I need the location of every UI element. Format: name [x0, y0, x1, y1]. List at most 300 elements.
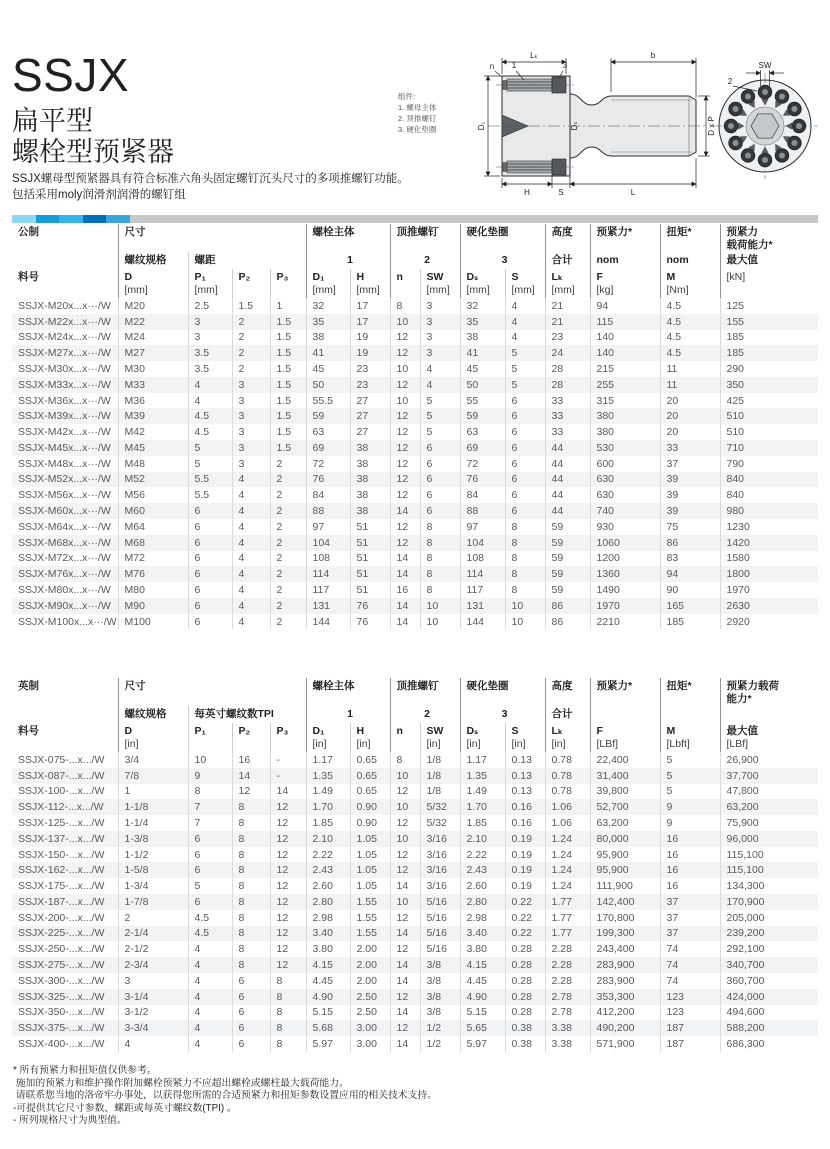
- column-header: 顶推螺钉: [390, 224, 460, 252]
- table-row: [12, 831, 818, 847]
- value-cell: 710: [720, 440, 818, 456]
- value-cell: 1.49: [306, 784, 350, 800]
- value-cell: 2.50: [350, 1005, 390, 1021]
- table-row: [12, 784, 818, 800]
- column-header: 合计: [545, 252, 590, 269]
- part-number-cell: SSJX-125-...x.../W: [18, 817, 105, 830]
- value-cell: 86: [545, 614, 590, 630]
- value-cell: 14: [390, 614, 420, 630]
- column-header: D₁ [in]: [306, 723, 350, 752]
- value-cell: M80: [118, 582, 188, 598]
- part-number-cell: SSJX-300-...x.../W: [18, 974, 105, 987]
- metric-table: [12, 224, 818, 629]
- value-cell: M27: [118, 345, 188, 361]
- value-cell: 8: [390, 752, 420, 768]
- value-cell: 39: [660, 503, 720, 519]
- value-cell: 1.5: [270, 345, 306, 361]
- value-cell: 3/16: [420, 878, 460, 894]
- value-cell: 33: [660, 440, 720, 456]
- value-cell: M39: [118, 408, 188, 424]
- header-row: [12, 224, 818, 252]
- value-cell: 3: [420, 345, 460, 361]
- value-cell: 686,300: [720, 1036, 818, 1052]
- jack-screw-socket: [791, 106, 797, 112]
- dim-label-d1: D₁: [477, 121, 486, 131]
- value-cell: 5/16: [420, 894, 460, 910]
- value-cell: 59: [306, 408, 350, 424]
- value-cell: 1-1/8: [118, 799, 188, 815]
- value-cell: 12: [390, 941, 420, 957]
- value-cell: 12: [390, 440, 420, 456]
- value-cell: 1.06: [545, 815, 590, 831]
- value-cell: 3/16: [420, 862, 460, 878]
- value-cell: -: [270, 768, 306, 784]
- value-cell: 59: [460, 408, 505, 424]
- value-cell: 2: [270, 566, 306, 582]
- value-cell: 114: [460, 566, 505, 582]
- column-header: 扭矩*: [660, 678, 720, 706]
- value-cell: 3: [232, 424, 270, 440]
- value-cell: 2: [270, 614, 306, 630]
- value-cell: 1/2: [420, 1020, 460, 1036]
- value-cell: 4: [232, 503, 270, 519]
- value-cell: 8: [420, 582, 460, 598]
- value-cell: 8: [505, 519, 545, 535]
- value-cell: 4.5: [188, 408, 232, 424]
- column-header: P₃: [270, 269, 306, 298]
- value-cell: 90: [660, 582, 720, 598]
- value-cell: 2.43: [460, 862, 505, 878]
- brand-bar-segment: [12, 215, 36, 223]
- part-number-cell: SSJX-M39x...x···/W: [18, 410, 111, 423]
- value-cell: 3.00: [350, 1036, 390, 1052]
- value-cell: 6: [420, 472, 460, 488]
- table-row: [12, 298, 818, 314]
- value-cell: 8: [270, 1036, 306, 1052]
- header-row: [12, 706, 818, 723]
- value-cell: 12: [390, 815, 420, 831]
- value-cell: 5: [420, 408, 460, 424]
- value-cell: 12: [390, 519, 420, 535]
- table-row: [12, 487, 818, 503]
- value-cell: 170,900: [720, 894, 818, 910]
- jack-screw-socket: [728, 123, 734, 129]
- value-cell: 8: [232, 957, 270, 973]
- value-cell: 494,600: [720, 1005, 818, 1021]
- value-cell: 2.00: [350, 941, 390, 957]
- value-cell: 86: [660, 535, 720, 551]
- table-row: [12, 768, 818, 784]
- part-number-cell: SSJX-162-...x.../W: [18, 864, 105, 877]
- value-cell: 290: [720, 361, 818, 377]
- value-cell: 3/16: [420, 847, 460, 863]
- value-cell: 84: [306, 487, 350, 503]
- value-cell: M22: [118, 314, 188, 330]
- value-cell: 19: [350, 345, 390, 361]
- value-cell: 12: [390, 862, 420, 878]
- value-cell: 50: [460, 377, 505, 393]
- value-cell: 5.65: [460, 1020, 505, 1036]
- value-cell: 33: [545, 424, 590, 440]
- jack-screw-socket: [779, 152, 785, 158]
- value-cell: 6: [188, 847, 232, 863]
- value-cell: 52,700: [590, 799, 660, 815]
- value-cell: M30: [118, 361, 188, 377]
- value-cell: 33: [545, 408, 590, 424]
- page-subtitle: [12, 106, 174, 168]
- value-cell: 44: [545, 503, 590, 519]
- value-cell: 45: [460, 361, 505, 377]
- value-cell: 51: [350, 566, 390, 582]
- value-cell: 97: [306, 519, 350, 535]
- column-header: 料号: [18, 725, 39, 737]
- value-cell: 2: [270, 472, 306, 488]
- value-cell: 6: [188, 535, 232, 551]
- value-cell: 44: [545, 487, 590, 503]
- value-cell: 38: [306, 330, 350, 346]
- value-cell: 155: [720, 314, 818, 330]
- value-cell: 6: [505, 440, 545, 456]
- value-cell: 12: [390, 345, 420, 361]
- column-header: S [in]: [505, 723, 545, 752]
- value-cell: 10: [420, 598, 460, 614]
- value-cell: 12: [270, 941, 306, 957]
- value-cell: 9: [660, 815, 720, 831]
- value-cell: 51: [350, 535, 390, 551]
- part-number-cell: SSJX-M68x...x···/W: [18, 536, 111, 549]
- column-header: 螺栓主体: [306, 678, 390, 706]
- value-cell: 75,900: [720, 815, 818, 831]
- value-cell: 131: [460, 598, 505, 614]
- value-cell: 6: [505, 503, 545, 519]
- value-cell: 4: [188, 1036, 232, 1052]
- part-number-cell: SSJX-M24x...x···/W: [18, 331, 111, 344]
- legend-item-2: 2. 顶推螺钉: [398, 114, 437, 123]
- part-number-cell: SSJX-400-...x.../W: [18, 1037, 105, 1050]
- part-number-cell: SSJX-375-...x.../W: [18, 1022, 105, 1035]
- subtitle-line-1: 扁平型: [12, 106, 93, 136]
- value-cell: 0.16: [505, 799, 545, 815]
- value-cell: 4: [188, 957, 232, 973]
- value-cell: 63,200: [590, 815, 660, 831]
- part-number-cell: SSJX-275-...x.../W: [18, 959, 105, 972]
- description-line-2: 包括采用moly润滑剂润滑的螺钉组: [12, 189, 186, 201]
- value-cell: 3/8: [420, 973, 460, 989]
- table-row: [12, 989, 818, 1005]
- value-cell: 4: [505, 298, 545, 314]
- value-cell: 10: [390, 799, 420, 815]
- value-cell: 12: [270, 878, 306, 894]
- table-row: [12, 582, 818, 598]
- table-row: [12, 815, 818, 831]
- part-number-cell: SSJX-M30x...x···/W: [18, 363, 111, 376]
- value-cell: 5: [505, 345, 545, 361]
- value-cell: 0.65: [350, 784, 390, 800]
- value-cell: 72: [306, 456, 350, 472]
- value-cell: 134,300: [720, 878, 818, 894]
- value-cell: M36: [118, 393, 188, 409]
- value-cell: 55: [460, 393, 505, 409]
- column-header: n: [390, 269, 420, 298]
- value-cell: 37: [660, 894, 720, 910]
- column-header: SW [mm]: [420, 269, 460, 298]
- table-row: [12, 1036, 818, 1052]
- table-row: [12, 799, 818, 815]
- value-cell: 1.05: [350, 847, 390, 863]
- value-cell: 243,400: [590, 941, 660, 957]
- value-cell: 5/32: [420, 799, 460, 815]
- value-cell: 170,800: [590, 910, 660, 926]
- value-cell: 115: [590, 314, 660, 330]
- value-cell: M100: [118, 614, 188, 630]
- value-cell: 14: [390, 878, 420, 894]
- value-cell: 80,000: [590, 831, 660, 847]
- value-cell: 2: [270, 551, 306, 567]
- value-cell: 5.15: [306, 1005, 350, 1021]
- column-header: D₁ [mm]: [306, 269, 350, 298]
- value-cell: 1.85: [460, 815, 505, 831]
- value-cell: 12: [270, 815, 306, 831]
- value-cell: 4.90: [460, 989, 505, 1005]
- value-cell: 1.5: [270, 314, 306, 330]
- value-cell: 123: [660, 989, 720, 1005]
- value-cell: 14: [390, 973, 420, 989]
- value-cell: 4: [188, 1005, 232, 1021]
- column-header: [720, 706, 818, 723]
- value-cell: 111,900: [590, 878, 660, 894]
- value-cell: 12: [390, 456, 420, 472]
- value-cell: 1-1/2: [118, 847, 188, 863]
- part-number-cell: SSJX-M48x...x···/W: [18, 457, 111, 470]
- value-cell: M45: [118, 440, 188, 456]
- value-cell: 16: [660, 847, 720, 863]
- value-cell: 4.45: [306, 973, 350, 989]
- value-cell: 5: [660, 784, 720, 800]
- value-cell: 12: [270, 926, 306, 942]
- column-header: Lₖ [in]: [545, 723, 590, 752]
- value-cell: 14: [390, 1036, 420, 1052]
- value-cell: 31,400: [590, 768, 660, 784]
- dim-label-dxp: D x P: [707, 116, 716, 136]
- value-cell: 20: [660, 408, 720, 424]
- value-cell: 28: [545, 361, 590, 377]
- value-cell: 4.5: [188, 424, 232, 440]
- value-cell: 84: [460, 487, 505, 503]
- value-cell: 115,100: [720, 847, 818, 863]
- value-cell: 59: [545, 566, 590, 582]
- column-header: [660, 706, 720, 723]
- value-cell: 63: [460, 424, 505, 440]
- value-cell: 187: [660, 1020, 720, 1036]
- value-cell: 630: [590, 487, 660, 503]
- value-cell: 315: [590, 393, 660, 409]
- column-header: 预紧力*: [590, 678, 660, 706]
- table-row: [12, 1020, 818, 1036]
- column-header: P₂: [232, 269, 270, 298]
- column-header: 尺寸: [118, 678, 306, 706]
- header-row: [12, 723, 818, 752]
- value-cell: 740: [590, 503, 660, 519]
- value-cell: 3-1/2: [118, 1005, 188, 1021]
- value-cell: 95,900: [590, 862, 660, 878]
- dim-label-h: H: [524, 188, 530, 197]
- column-header: 预紧力载荷 能力*: [720, 678, 818, 706]
- legend-title: 组件:: [398, 92, 416, 101]
- table-row: [12, 345, 818, 361]
- part-number-cell: SSJX-M64x...x···/W: [18, 520, 111, 533]
- part-number-cell: SSJX-137-...x.../W: [18, 832, 105, 845]
- value-cell: 1.24: [545, 878, 590, 894]
- part-number-cell: SSJX-M56x...x···/W: [18, 489, 111, 502]
- table-row: [12, 847, 818, 863]
- value-cell: 530: [590, 440, 660, 456]
- column-header: 扭矩*: [660, 224, 720, 252]
- page-title: SSJX: [12, 49, 130, 101]
- value-cell: 1.24: [545, 862, 590, 878]
- value-cell: 2.22: [460, 847, 505, 863]
- value-cell: 239,200: [720, 926, 818, 942]
- value-cell: 51: [350, 582, 390, 598]
- value-cell: 4: [188, 989, 232, 1005]
- column-header: 1: [306, 706, 390, 723]
- value-cell: 16: [660, 831, 720, 847]
- value-cell: 2.22: [306, 847, 350, 863]
- drawing-legend: [398, 91, 436, 135]
- value-cell: 12: [390, 847, 420, 863]
- value-cell: 37,700: [720, 768, 818, 784]
- value-cell: 38: [350, 472, 390, 488]
- table-row: [12, 878, 818, 894]
- part-number-cell: SSJX-M33x...x···/W: [18, 378, 111, 391]
- value-cell: 39,800: [590, 784, 660, 800]
- value-cell: 12: [390, 487, 420, 503]
- value-cell: 5: [505, 377, 545, 393]
- value-cell: 1.5: [270, 330, 306, 346]
- value-cell: 1.24: [545, 831, 590, 847]
- value-cell: 6: [188, 894, 232, 910]
- value-cell: 3/16: [420, 831, 460, 847]
- value-cell: 6: [232, 989, 270, 1005]
- value-cell: 0.22: [505, 894, 545, 910]
- column-header: nom: [590, 252, 660, 269]
- value-cell: 1.55: [350, 894, 390, 910]
- value-cell: 3.5: [188, 361, 232, 377]
- value-cell: 7: [188, 799, 232, 815]
- footnote-line-3: 请联系您当地的洛帝牢办事处，以获得您所需的合适预紧力和扭矩参数设置应用的相关技术支持。: [13, 1090, 437, 1102]
- value-cell: 2.80: [460, 894, 505, 910]
- value-cell: 115,100: [720, 862, 818, 878]
- value-cell: 2: [118, 910, 188, 926]
- value-cell: 6: [232, 1036, 270, 1052]
- table-row: [12, 614, 818, 630]
- jack-screw-socket: [796, 123, 802, 129]
- part-number-cell: SSJX-M76x...x···/W: [18, 568, 111, 581]
- value-cell: 2.43: [306, 862, 350, 878]
- value-cell: 6: [188, 566, 232, 582]
- value-cell: 165: [660, 598, 720, 614]
- column-header: Lₖ [mm]: [545, 269, 590, 298]
- value-cell: 1/2: [420, 1036, 460, 1052]
- value-cell: 4: [232, 519, 270, 535]
- value-cell: 14: [390, 566, 420, 582]
- value-cell: 117: [460, 582, 505, 598]
- value-cell: 5.97: [460, 1036, 505, 1052]
- value-cell: 8: [420, 566, 460, 582]
- value-cell: 1.5: [270, 440, 306, 456]
- value-cell: 0.22: [505, 926, 545, 942]
- value-cell: 125: [720, 298, 818, 314]
- value-cell: 8: [505, 582, 545, 598]
- value-cell: 21: [545, 314, 590, 330]
- value-cell: 14: [232, 768, 270, 784]
- value-cell: 340,700: [720, 957, 818, 973]
- brand-bar-segment: [36, 215, 60, 223]
- callout-2: 2: [727, 77, 733, 86]
- value-cell: 69: [460, 440, 505, 456]
- product-description: [12, 171, 409, 203]
- value-cell: 6: [188, 519, 232, 535]
- value-cell: 12: [270, 799, 306, 815]
- column-header: F [kg]: [590, 269, 660, 298]
- value-cell: 1-3/8: [118, 831, 188, 847]
- value-cell: 1.49: [460, 784, 505, 800]
- value-cell: 5: [188, 440, 232, 456]
- value-cell: 1200: [590, 551, 660, 567]
- value-cell: 0.16: [505, 815, 545, 831]
- value-cell: 2.78: [545, 1005, 590, 1021]
- part-number-cell: SSJX-200-...x.../W: [18, 911, 105, 924]
- value-cell: 8: [232, 815, 270, 831]
- value-cell: 19: [350, 330, 390, 346]
- value-cell: 8: [232, 799, 270, 815]
- value-cell: 76: [306, 472, 350, 488]
- footnote-line-5: - 所列规格尺寸为典型值。: [13, 1115, 127, 1127]
- value-cell: 1360: [590, 566, 660, 582]
- value-cell: 0.19: [505, 878, 545, 894]
- value-cell: 142,400: [590, 894, 660, 910]
- value-cell: 3.00: [350, 1020, 390, 1036]
- value-cell: 44: [545, 440, 590, 456]
- value-cell: 8: [232, 862, 270, 878]
- value-cell: 8: [188, 784, 232, 800]
- value-cell: M33: [118, 377, 188, 393]
- column-header: P₁ [mm]: [188, 269, 232, 298]
- value-cell: 6: [188, 831, 232, 847]
- value-cell: M60: [118, 503, 188, 519]
- value-cell: 4: [232, 535, 270, 551]
- technical-drawing: [440, 26, 830, 208]
- value-cell: 35: [460, 314, 505, 330]
- column-header: D [in]: [118, 723, 188, 752]
- value-cell: 6: [420, 503, 460, 519]
- value-cell: 3: [232, 377, 270, 393]
- value-cell: 4: [232, 582, 270, 598]
- table-row: [12, 535, 818, 551]
- value-cell: 44: [545, 456, 590, 472]
- header-row: [12, 252, 818, 269]
- value-cell: 6: [505, 472, 545, 488]
- column-header: 3: [460, 252, 545, 269]
- column-header: 料号: [18, 271, 39, 283]
- value-cell: 117: [306, 582, 350, 598]
- value-cell: 1580: [720, 551, 818, 567]
- column-header: H [in]: [350, 723, 390, 752]
- value-cell: 3: [420, 330, 460, 346]
- value-cell: 8: [232, 926, 270, 942]
- column-header: 高度: [545, 678, 590, 706]
- value-cell: 3/8: [420, 989, 460, 1005]
- value-cell: 8: [505, 566, 545, 582]
